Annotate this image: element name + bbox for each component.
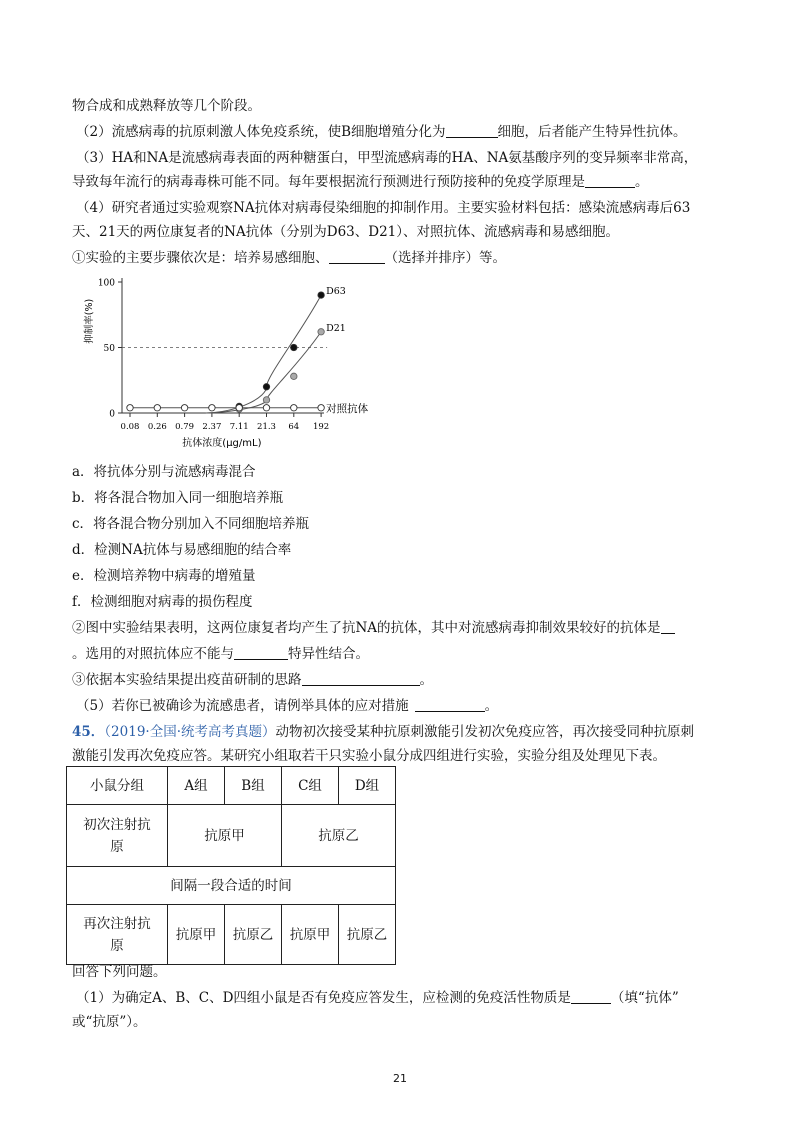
y-tick-label: 100 bbox=[97, 278, 115, 289]
table-cell: 抗原乙 bbox=[282, 805, 396, 867]
data-point bbox=[318, 329, 324, 335]
option-e: e．检测培养物中病毒的增殖量 bbox=[72, 568, 256, 584]
table-header: B组 bbox=[225, 767, 282, 805]
option-c: c．将各混合物分别加入不同细胞培养瓶 bbox=[72, 516, 310, 532]
table-cell: 抗原甲 bbox=[168, 905, 225, 965]
data-point bbox=[181, 405, 187, 411]
series-label: D63 bbox=[326, 286, 346, 298]
data-point bbox=[127, 405, 133, 411]
option-a: a．将抗体分别与流感病毒混合 bbox=[72, 464, 256, 480]
inhibition-rate-chart bbox=[80, 272, 369, 458]
y-axis-label: 抑制率(%) bbox=[84, 298, 95, 344]
result-3: ③依据本实验结果提出疫苗研制的思路 。 bbox=[72, 672, 433, 688]
series-label: 对照抗体 bbox=[326, 402, 369, 415]
data-point bbox=[291, 405, 297, 411]
answer-blank bbox=[302, 671, 420, 686]
x-tick-label: 7.11 bbox=[229, 422, 249, 432]
table-row-label: 再次注射抗原 bbox=[67, 905, 168, 965]
x-tick-label: 192 bbox=[312, 422, 330, 432]
table-header: D组 bbox=[339, 767, 396, 805]
question-source: （2019·全国·统考高考真题） bbox=[104, 724, 276, 740]
answer-blank bbox=[585, 173, 635, 188]
table-header: 小鼠分组 bbox=[67, 767, 168, 805]
question-5: （5）若你已被确诊为流感患者，请例举具体的应对措施 。 bbox=[76, 698, 499, 714]
question-4-step1: ①实验的主要步骤依次是：培养易感细胞、 （选择并排序）等。 bbox=[72, 250, 506, 266]
answer-blank bbox=[234, 645, 288, 660]
answer-blank bbox=[415, 697, 485, 712]
answer-blank bbox=[329, 249, 385, 264]
data-point bbox=[318, 405, 324, 411]
question-45-line1: 45．（2019·全国·统考高考真题）动物初次接受某种抗原刺激能引发初次免疫应答，再次接受同种抗原刺 bbox=[72, 724, 694, 740]
table-cell: 抗原乙 bbox=[339, 905, 396, 965]
data-point bbox=[263, 397, 269, 403]
text-line-1: 物合成和成熟释放等几个阶段。 bbox=[72, 98, 261, 114]
x-tick-label: 0.26 bbox=[147, 422, 167, 432]
result-2-line2: 。选用的对照抗体应不能与 特异性结合。 bbox=[72, 646, 369, 662]
chart-marks bbox=[127, 286, 369, 415]
data-point bbox=[263, 384, 269, 390]
data-point bbox=[263, 405, 269, 411]
option-b: b．将各混合物加入同一细胞培养瓶 bbox=[72, 490, 284, 506]
x-tick-label: 64 bbox=[288, 422, 300, 432]
option-d: d．检测NA抗体与易感细胞的结合率 bbox=[72, 542, 292, 558]
answer-blank bbox=[571, 989, 611, 1004]
question-4-line2: 天、21天的两位康复者的NA抗体（分别为D63、D21）、对照抗体、流感病毒和易感细胞。 bbox=[72, 224, 619, 240]
table-cell: 间隔一段合适的时间 bbox=[67, 867, 396, 905]
table-header: C组 bbox=[282, 767, 339, 805]
result-2-line1: ②图中实验结果表明，这两位康复者均产生了抗NA的抗体，其中对流感病毒抑制效果较好的抗体是 bbox=[72, 618, 675, 638]
option-f: f．检测细胞对病毒的损伤程度 bbox=[72, 594, 253, 610]
question-4-line1: （4）研究者通过实验观察NA抗体对病毒侵染细胞的抑制作用。主要实验材料包括：感染流感病毒后63 bbox=[76, 200, 691, 216]
answer-blank bbox=[661, 619, 675, 634]
question-number: 45． bbox=[72, 724, 105, 740]
question-45-line2: 激能引发再次免疫应答。某研究小组取若干只实验小鼠分成四组进行实验，实验分组及处理见下表。 bbox=[72, 748, 666, 764]
y-tick-label: 50 bbox=[103, 344, 115, 354]
x-tick-label: 0.79 bbox=[175, 422, 195, 432]
data-point bbox=[291, 373, 297, 379]
data-point bbox=[318, 292, 324, 298]
question-3-line1: （3）HA和NA是流感病毒表面的两种糖蛋白，甲型流感病毒的HA、NA氨基酸序列的变异频率非常高， bbox=[76, 150, 698, 166]
chart-axes bbox=[83, 278, 329, 449]
question-3-line2: 导致每年流行的病毒毒株可能不同。每年要根据流行预测进行预防接种的免疫学原理是 。 bbox=[72, 174, 649, 190]
x-tick-label: 2.37 bbox=[202, 422, 222, 432]
data-point bbox=[154, 405, 160, 411]
answer-prompt: 回答下列问题。 bbox=[72, 964, 167, 980]
page-number: 21 bbox=[393, 1072, 407, 1085]
data-point bbox=[209, 405, 215, 411]
experiment-table bbox=[66, 766, 396, 965]
table-cell: 抗原乙 bbox=[225, 905, 282, 965]
table-row-label: 初次注射抗原 bbox=[67, 805, 168, 867]
question-2: （2）流感病毒的抗原刺激人体免疫系统，使B细胞增殖分化为 细胞，后者能产生特异性抗体。 bbox=[76, 124, 687, 140]
answer-blank bbox=[446, 123, 498, 138]
table-cell: 抗原甲 bbox=[282, 905, 339, 965]
table-cell: 抗原甲 bbox=[168, 805, 282, 867]
x-axis-label: 抗体浓度(μg/mL) bbox=[182, 438, 262, 449]
data-point bbox=[236, 405, 242, 411]
y-tick-label: 0 bbox=[109, 409, 115, 420]
table-header: A组 bbox=[168, 767, 225, 805]
part-1-line2: 或“抗原”）。 bbox=[72, 1014, 147, 1030]
data-point bbox=[291, 344, 297, 350]
x-tick-label: 0.08 bbox=[120, 422, 140, 432]
part-1-line1: （1）为确定A、B、C、D四组小鼠是否有免疫应答发生，应检测的免疫活性物质是 （填“抗体” bbox=[76, 990, 679, 1006]
series-label: D21 bbox=[326, 322, 346, 334]
x-tick-label: 21.3 bbox=[257, 422, 276, 432]
